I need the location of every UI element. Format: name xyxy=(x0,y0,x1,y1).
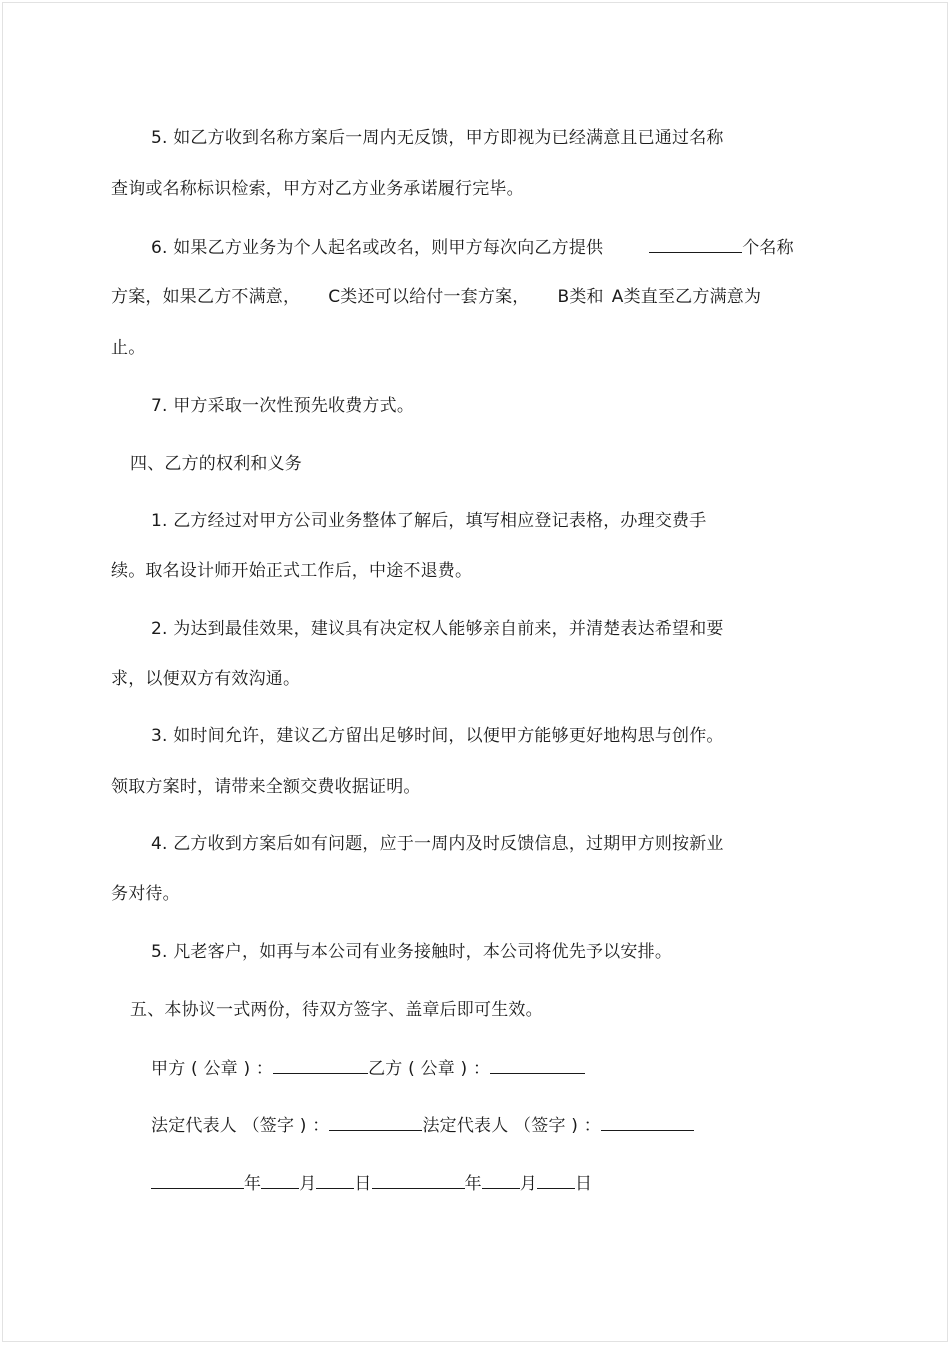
section-4-item2-line2: 求，以便双方有效沟通。 xyxy=(111,669,301,689)
day-label-b: 日 xyxy=(575,1174,593,1194)
clause-6-line2 xyxy=(111,286,761,308)
party-b-rep-label: 法定代表人 （签字 ) ： xyxy=(422,1116,601,1136)
party-a-seal-label: 甲方 ( 公章 ) ： xyxy=(151,1059,274,1079)
date-line xyxy=(151,1171,592,1195)
party-b-seal-label: 乙方 ( 公章 ) ： xyxy=(368,1059,491,1079)
party-a-day-blank[interactable] xyxy=(316,1171,354,1189)
section-4-item3-line2: 领取方案时，请带来全额交费收据证明。 xyxy=(111,777,421,797)
month-label-b: 月 xyxy=(519,1174,538,1194)
month-label-a: 月 xyxy=(299,1174,317,1194)
clause-6-line2-c: B类和 xyxy=(557,287,604,307)
section-4-item4-line1: 4. 乙方收到方案后如有问题，应于一周内及时反馈信息，过期甲方则按新业 xyxy=(151,834,724,854)
clause-6-line2-d: A类直至乙方满意为 xyxy=(611,287,762,307)
party-b-month-blank[interactable] xyxy=(482,1171,520,1189)
clause-6-line1-text: 6. 如果乙方业务为个人起名或改名，则甲方每次向乙方提供 xyxy=(151,238,604,258)
party-b-seal-blank[interactable] xyxy=(490,1056,585,1074)
party-b-rep-blank[interactable] xyxy=(601,1113,694,1131)
representative-line xyxy=(151,1113,694,1137)
clause-5-line1: 5. 如乙方收到名称方案后一周内无反馈，甲方即视为已经满意且已通过名称 xyxy=(151,128,724,148)
clause-6-line1-suffix: 个名称 xyxy=(742,238,794,258)
party-a-seal-blank[interactable] xyxy=(273,1056,368,1074)
party-b-year-blank[interactable] xyxy=(372,1171,465,1189)
party-a-rep-blank[interactable] xyxy=(329,1113,422,1131)
clause-7: 7. 甲方采取一次性预先收费方式。 xyxy=(151,396,415,416)
section-4-item4-line2: 务对待。 xyxy=(111,884,180,904)
section-4-item1-line2: 续。取名设计师开始正式工作后，中途不退费。 xyxy=(111,561,473,581)
seal-line xyxy=(151,1056,585,1080)
name-count-blank[interactable] xyxy=(649,235,742,253)
clause-6-line2-b: C类还可以给付一套方案， xyxy=(328,287,530,307)
party-a-year-blank[interactable] xyxy=(151,1171,244,1189)
year-label-a: 年 xyxy=(244,1174,262,1194)
day-label-a: 日 xyxy=(354,1174,372,1194)
year-label-b: 年 xyxy=(464,1174,482,1194)
clause-5-line2: 查询或名称标识检索，甲方对乙方业务承诺履行完毕。 xyxy=(111,179,524,199)
section-4-item3-line1: 3. 如时间允许，建议乙方留出足够时间，以便甲方能够更好地构思与创作。 xyxy=(151,726,724,746)
clause-6-line3: 止。 xyxy=(111,338,146,358)
party-b-day-blank[interactable] xyxy=(537,1171,575,1189)
party-a-rep-label: 法定代表人 （签字 ) ： xyxy=(151,1116,330,1136)
section-4-heading: 四、乙方的权利和义务 xyxy=(130,454,302,474)
party-a-month-blank[interactable] xyxy=(261,1171,299,1189)
clause-6-line1 xyxy=(151,235,794,259)
section-4-item2-line1: 2. 为达到最佳效果，建议具有决定权人能够亲自前来，并清楚表达希望和要 xyxy=(151,619,724,639)
section-4-item5: 5. 凡老客户，如再与本公司有业务接触时，本公司将优先予以安排。 xyxy=(151,942,673,962)
clause-6-line2-a: 方案，如果乙方不满意， xyxy=(111,287,301,307)
document-page xyxy=(2,2,948,1342)
section-5-heading: 五、本协议一式两份，待双方签字、盖章后即可生效。 xyxy=(130,1000,543,1020)
section-4-item1-line1: 1. 乙方经过对甲方公司业务整体了解后，填写相应登记表格，办理交费手 xyxy=(151,511,707,531)
